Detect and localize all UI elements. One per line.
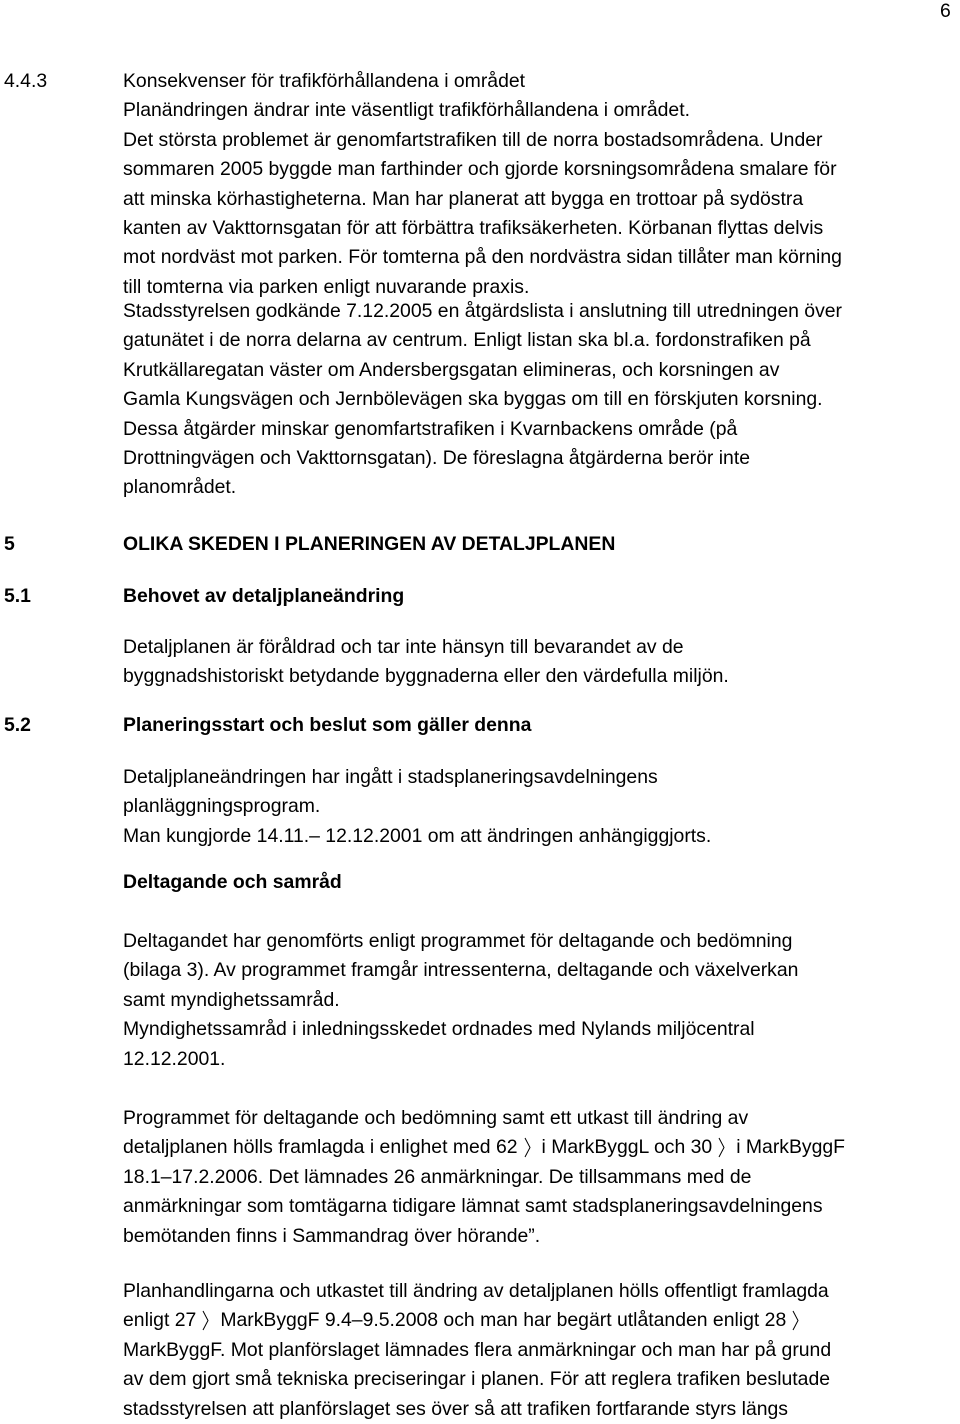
- text-span: MarkByggF 9.4–9.5.2008 och man har begärt utlåtanden enligt 28: [220, 1309, 787, 1332]
- text-line: Detaljplaneändringen har ingått i stadsplaneringsavdelningens: [123, 766, 658, 788]
- subsection-heading: Deltagande och samråd: [123, 871, 342, 893]
- text-line: Myndighetssamråd i inledningsskedet ordnades med Nylands miljöcentral: [123, 1018, 755, 1041]
- text-line: [123, 1133, 959, 1162]
- section-5-heading: OLIKA SKEDEN I PLANERINGEN AV DETALJPLANEN: [123, 533, 616, 555]
- section-5-2-text: [123, 763, 959, 851]
- section-4-4-3-paragraph-2: [123, 297, 959, 503]
- section-number-5-2: 5.2: [4, 714, 31, 736]
- section-sign-icon: [718, 1137, 725, 1158]
- text-line: Konsekvenser för trafikförhållandena i området: [123, 70, 526, 92]
- text-line: Planändringen ändrar inte väsentligt trafikförhållandena i området.: [123, 99, 690, 122]
- deltagande-paragraph-2: [123, 1104, 959, 1251]
- text-line: Krutkällaregatan väster om Andersbergsgatan elimineras, och korsningen av: [123, 358, 780, 381]
- text-line: planläggningsprogram.: [123, 795, 321, 818]
- text-line: bemötanden finns i Sammandrag över hörande”.: [123, 1224, 541, 1247]
- text-line: stadsstyrelsen att planförslaget ses över så att trafiken fortfarande styrs längs: [123, 1397, 788, 1420]
- text-line: [123, 1306, 959, 1335]
- text-span: i MarkByggL och 30: [541, 1136, 713, 1159]
- text-span: i MarkByggF: [736, 1136, 846, 1159]
- text-line: Planhandlingarna och utkastet till ändring av detaljplanen hölls offentligt framlagda: [123, 1280, 829, 1302]
- text-line: Man kungjorde 14.11.– 12.12.2001 om att ändringen anhängiggjorts.: [123, 824, 712, 847]
- section-4-4-3-text: [123, 67, 959, 302]
- text-line: 12.12.2001.: [123, 1047, 226, 1070]
- text-line: Drottningvägen och Vakttornsgatan). De föreslagna åtgärderna berör inte: [123, 446, 750, 469]
- section-sign-icon: [524, 1137, 531, 1158]
- text-line: 18.1–17.2.2006. Det lämnades 26 anmärkningar. De tillsammans med de: [123, 1165, 752, 1188]
- text-span: enligt 27: [123, 1309, 197, 1332]
- text-line: planområdet.: [123, 476, 237, 499]
- section-number-5-1: 5.1: [4, 585, 31, 607]
- text-line: Deltagandet har genomförts enligt programmet för deltagande och bedömning: [123, 930, 793, 952]
- text-line: gatunätet i de norra delarna av centrum. Enligt listan ska bl.a. fordonstrafiken på: [123, 329, 811, 352]
- text-line: samt myndighetssamråd.: [123, 988, 340, 1011]
- text-line: MarkByggF. Mot planförslaget lämnades flera anmärkningar och man har på grund: [123, 1338, 832, 1361]
- text-line: Detaljplanen är föråldrad och tar inte hänsyn till bevarandet av de: [123, 636, 684, 658]
- section-sign-icon: [792, 1310, 799, 1331]
- section-5-1-text: [123, 633, 959, 692]
- deltagande-paragraph-1: [123, 927, 959, 1074]
- text-line: Gamla Kungsvägen och Jernbölevägen ska byggas om till en förskjuten korsning.: [123, 388, 823, 411]
- text-line: byggnadshistoriskt betydande byggnaderna eller den värdefulla miljön.: [123, 665, 729, 688]
- text-line: att minska körhastigheterna. Man har planerat att bygga en trottoar på sydöstra: [123, 187, 804, 210]
- text-line: Dessa åtgärder minskar genomfartstrafiken i Kvarnbackens område (på: [123, 417, 738, 440]
- text-line: Stadsstyrelsen godkände 7.12.2005 en åtgärdslista i anslutning till utredningen över: [123, 300, 843, 322]
- text-line: anmärkningar som tomtägarna tidigare lämnat samt stadsplaneringsavdelningens: [123, 1195, 823, 1218]
- section-number-5: 5: [4, 533, 15, 555]
- section-sign-icon: [202, 1310, 209, 1331]
- deltagande-paragraph-3: [123, 1277, 959, 1424]
- text-line: kanten av Vakttornsgatan för att förbättra trafiksäkerheten. Körbanan flyttas delvis: [123, 216, 824, 239]
- page-number: 6: [940, 0, 951, 22]
- text-line: Programmet för deltagande och bedömning samt ett utkast till ändring av: [123, 1107, 749, 1129]
- text-line: sommaren 2005 byggde man farthinder och gjorde korsningsområdena smalare för: [123, 158, 837, 181]
- text-line: av dem gjort små tekniska preciseringar i planen. För att reglera trafiken beslutade: [123, 1368, 831, 1391]
- text-line: Det största problemet är genomfartstrafiken till de norra bostadsområdena. Under: [123, 128, 823, 151]
- text-line: mot nordväst mot parken. För tomterna på den nordvästra sidan tillåter man körning: [123, 246, 842, 269]
- section-number-4-4-3: 4.4.3: [4, 70, 48, 92]
- text-span: detaljplanen hölls framlagda i enlighet med 62: [123, 1136, 518, 1159]
- section-5-2-heading: Planeringsstart och beslut som gäller denna: [123, 714, 532, 736]
- text-line: till tomterna via parken enligt nuvarande praxis.: [123, 275, 530, 298]
- text-line: (bilaga 3). Av programmet framgår intressenterna, deltagande och växelverkan: [123, 959, 799, 982]
- section-5-1-heading: Behovet av detaljplaneändring: [123, 585, 405, 607]
